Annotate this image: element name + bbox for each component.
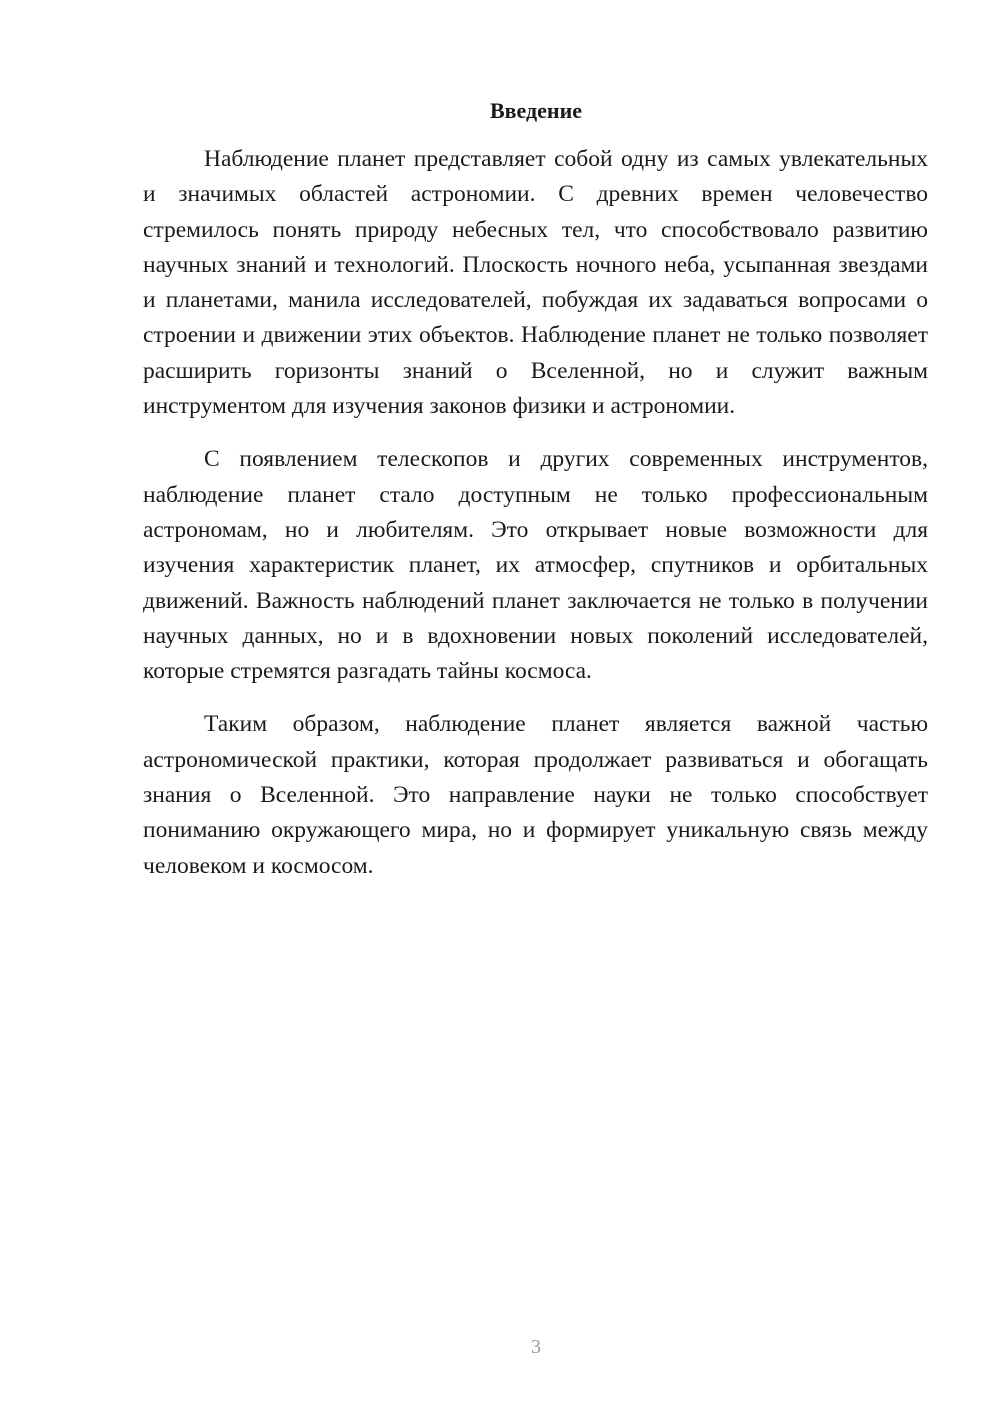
body-text [143, 142, 928, 902]
paragraph-1: Наблюдение планет представляет собой одну из самых увлекательных и значимых областей астрономии. С древних времен человечество стремилось понять природу небесных тел, что способствовало развитию научных знаний и технологий. Плоскость ночного неба, усыпанная звездами и планетами, манила исследователей, побуждая их задаваться вопросами о строении и движении этих объектов. Наблюдение планет не только позволяет расширить горизонты знаний о Вселенной, но и служит важным инструментом для изучения законов физики и астрономии. [143, 146, 928, 420]
paragraph-3: Таким образом, наблюдение планет является важной частью астрономической практики, которая продолжает развиваться и обогащать знания о Вселенной. Это направление науки не только способствует пониманию окружающего мира, но и формирует уникальную связь между человеком и космосом. [143, 711, 928, 879]
page-number: 3 [531, 1336, 541, 1358]
paragraph-2: С появлением телескопов и других современных инструментов, наблюдение планет стало доступным не только профессиональным астрономам, но и любителям. Это открывает новые возможности для изучения характеристик планет, их атмосфер, спутников и орбитальных движений. Важность наблюдений планет заключается не только в получении научных данных, но и в вдохновении новых поколений исследователей, которые стремятся разгадать тайны космоса. [143, 446, 928, 685]
page-title: Введение [489, 98, 583, 123]
